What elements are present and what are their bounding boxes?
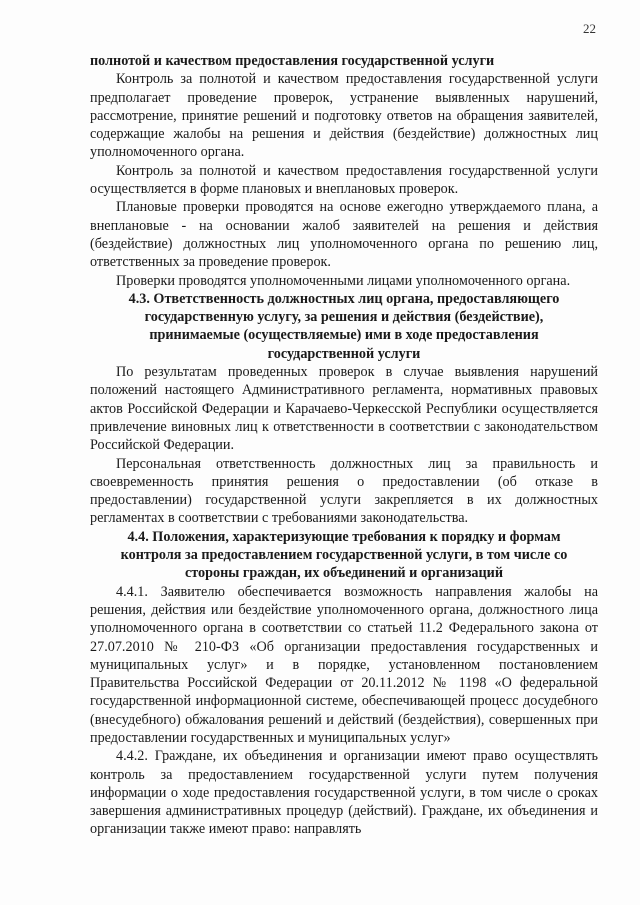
paragraph: Персональная ответственность должностных лиц за правильность и своевременность принятия решения о предоставлении (об отказе в предоставлении) государственной услуги закрепляется в их должностных регламентах в соответствии с требованиями законодательства. bbox=[90, 455, 598, 527]
paragraph: 4.4.2. Граждане, их объединения и организации имеют право осуществлять контроль за предоставлением государственной услуги путем получения информации о ходе предоставления государственной услуги, в том числе о сроках завершения административных процедур (действий). Граждане, их объединения и организации также имеют право: направлять bbox=[90, 748, 598, 838]
paragraph: Контроль за полнотой и качеством предоставления государственной услуги предполагает проведение проверок, устранение выявленных нарушений, рассмотрение, принятие решений и подготовку ответов на обращения заявителей, содержащие жалобы на решения и действия (бездействие) должностных лиц уполномоченного органа. bbox=[90, 71, 598, 161]
document-body bbox=[90, 52, 598, 839]
page-number: 22 bbox=[583, 21, 596, 36]
paragraph: Плановые проверки проводятся на основе ежегодно утверждаемого плана, а внеплановые - на основании жалоб заявителей на решения и действия (бездействие) должностных лиц уполномоченного органа по решению лиц, ответственных за проведение проверок. bbox=[90, 199, 598, 271]
paragraph: По результатам проведенных проверок в случае выявления нарушений положений настоящего Административного регламента, нормативных правовых актов Российской Федерации и Карачаево-Черкесской Республики осуществляется привлечение виновных лиц к ответственности в соответствии с законодательством Российской Федерации. bbox=[90, 364, 598, 454]
section-heading-4-4: 4.4. Положения, характеризующие требования к порядку и формам контроля за предоставлением государственной услуги, в том числе со стороны граждан, их объединений и организаций bbox=[120, 528, 568, 582]
paragraph: 4.4.1. Заявителю обеспечивается возможность направления жалобы на решения, действия или бездействие уполномоченного органа, должностного лица уполномоченного органа в соответствии со статьей 11.2 Федерального закона от 27.07.2010 № 210-ФЗ «Об организации предоставления государственных и муниципальных услуг» и в порядке, установленном постановлением Правительства Российской Федерации от 20.11.2012 № 1198 «О федеральной государственной информационной системе, обеспечивающей процесс досудебного (внесудебного) обжалования решений и действий (бездействия), совершенных при предоставлении государственных и муниципальных услуг» bbox=[90, 583, 598, 746]
paragraph: Проверки проводятся уполномоченными лицами уполномоченного органа. bbox=[116, 272, 571, 289]
paragraph: Контроль за полнотой и качеством предоставления государственной услуги осуществляется в форме плановых и внеплановых проверок. bbox=[90, 162, 598, 198]
section-heading-4-3: 4.3. Ответственность должностных лиц органа, предоставляющего государственную услугу, за решения и действия (бездействие), принимаемые (осуществляемые) ими в ходе предоставления государственной услуги bbox=[128, 290, 560, 362]
lead-line: полнотой и качеством предоставления государственной услуги bbox=[90, 53, 495, 69]
